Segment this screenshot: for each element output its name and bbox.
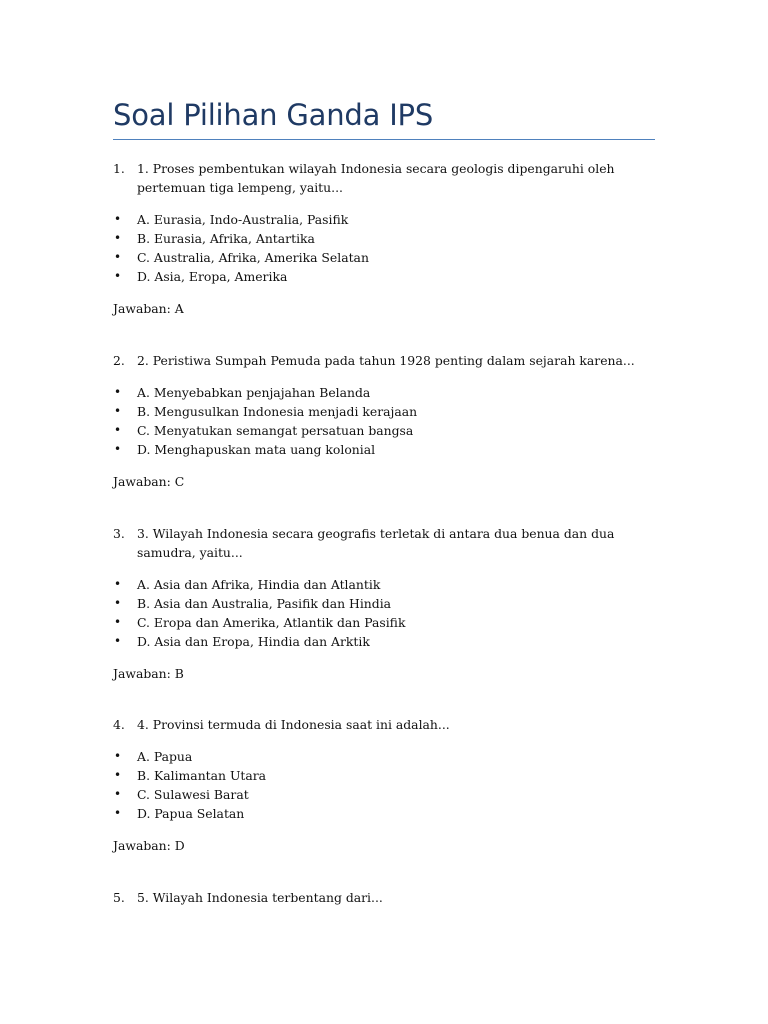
option-c — [113, 613, 655, 632]
bullet-icon: • — [114, 269, 122, 283]
option-text: D. Asia, Eropa, Amerika — [137, 269, 288, 284]
question-text: 5. Wilayah Indonesia terbentang dari... — [137, 890, 383, 905]
bullet-icon: • — [114, 749, 122, 763]
question-block-5 — [113, 888, 655, 907]
question-2 — [113, 351, 655, 370]
option-text: B. Mengusulkan Indonesia menjadi kerajaan — [137, 404, 418, 419]
option-d — [113, 440, 655, 459]
option-a — [113, 747, 655, 766]
answer: Jawaban: C — [113, 474, 185, 489]
bullet-icon: • — [114, 768, 122, 782]
option-text: B. Kalimantan Utara — [137, 768, 267, 783]
options-list — [113, 747, 655, 823]
option-text: B. Eurasia, Afrika, Antartika — [137, 231, 315, 246]
option-b — [113, 594, 655, 613]
option-text: C. Australia, Afrika, Amerika Selatan — [137, 250, 369, 265]
question-block-2 — [113, 351, 655, 491]
question-number: 3. — [113, 526, 125, 541]
answer: Jawaban: A — [113, 301, 184, 316]
bullet-icon: • — [114, 385, 122, 399]
question-1 — [113, 159, 655, 197]
option-text: A. Eurasia, Indo-Australia, Pasifik — [137, 212, 349, 227]
bullet-icon: • — [114, 615, 122, 629]
option-a — [113, 383, 655, 402]
option-d — [113, 267, 655, 286]
question-text: 2. Peristiwa Sumpah Pemuda pada tahun 1928 penting dalam sejarah karena... — [137, 353, 635, 368]
bullet-icon: • — [114, 250, 122, 264]
question-text: 1. Proses pembentukan wilayah Indonesia secara geologis dipengaruhi oleh pertemuan tiga lempeng, yaitu... — [137, 161, 615, 195]
option-text: C. Eropa dan Amerika, Atlantik dan Pasifik — [137, 615, 406, 630]
bullet-icon: • — [114, 231, 122, 245]
option-b — [113, 402, 655, 421]
question-4 — [113, 715, 655, 734]
question-number: 5. — [113, 890, 125, 905]
option-d — [113, 632, 655, 651]
bullet-icon: • — [114, 634, 122, 648]
bullet-icon: • — [114, 806, 122, 820]
option-d — [113, 804, 655, 823]
question-block-1 — [113, 159, 655, 318]
question-number: 2. — [113, 353, 125, 368]
option-text: D. Menghapuskan mata uang kolonial — [137, 442, 376, 457]
option-a — [113, 210, 655, 229]
option-text: A. Asia dan Afrika, Hindia dan Atlantik — [137, 577, 381, 592]
options-list — [113, 210, 655, 286]
option-text: B. Asia dan Australia, Pasifik dan Hindia — [137, 596, 392, 611]
option-c — [113, 785, 655, 804]
answer: Jawaban: B — [113, 666, 184, 681]
bullet-icon: • — [114, 404, 122, 418]
document-page — [113, 0, 655, 905]
bullet-icon: • — [114, 212, 122, 226]
option-text: C. Menyatukan semangat persatuan bangsa — [137, 423, 414, 438]
bullet-icon: • — [114, 787, 122, 801]
option-c — [113, 421, 655, 440]
options-list — [113, 575, 655, 651]
options-list — [113, 383, 655, 459]
option-b — [113, 229, 655, 248]
bullet-icon: • — [114, 442, 122, 456]
option-text: A. Menyebabkan penjajahan Belanda — [137, 385, 371, 400]
option-text: A. Papua — [137, 749, 193, 764]
option-b — [113, 766, 655, 785]
option-text: D. Asia dan Eropa, Hindia dan Arktik — [137, 634, 370, 649]
document-title: Soal Pilihan Ganda IPS — [113, 98, 434, 132]
option-text: C. Sulawesi Barat — [137, 787, 249, 802]
question-block-4 — [113, 715, 655, 855]
question-number: 4. — [113, 717, 125, 732]
bullet-icon: • — [114, 596, 122, 610]
option-text: D. Papua Selatan — [137, 806, 245, 821]
title-underline — [113, 139, 655, 140]
question-text: 3. Wilayah Indonesia secara geografis terletak di antara dua benua dan dua samudra, yaitu... — [137, 526, 615, 560]
option-c — [113, 248, 655, 267]
option-a — [113, 575, 655, 594]
bullet-icon: • — [114, 423, 122, 437]
question-5 — [113, 888, 655, 907]
question-text: 4. Provinsi termuda di Indonesia saat ini adalah... — [137, 717, 450, 732]
question-number: 1. — [113, 161, 125, 176]
question-3 — [113, 524, 655, 562]
answer: Jawaban: D — [113, 838, 185, 853]
bullet-icon: • — [114, 577, 122, 591]
question-block-3 — [113, 524, 655, 683]
